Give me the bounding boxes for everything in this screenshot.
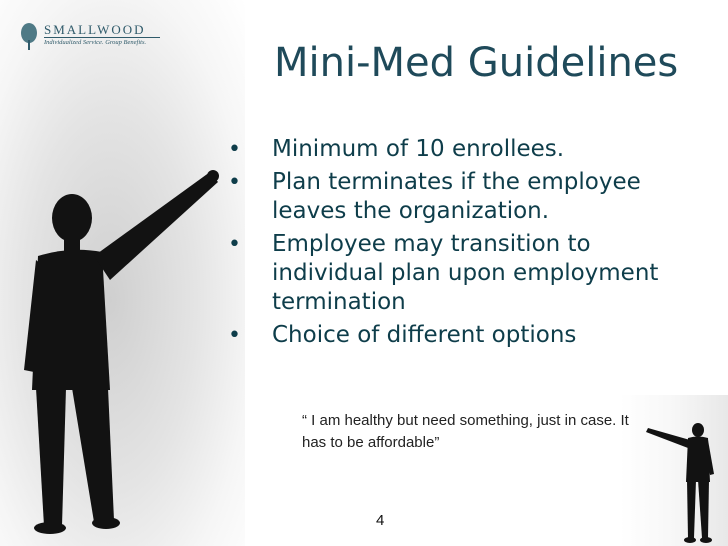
bullet-text: Plan terminates if the employee leaves the organization. <box>272 169 641 224</box>
guidelines-list <box>228 135 708 354</box>
logo-name: SMALLWOOD <box>44 22 146 37</box>
pointing-man-silhouette-left <box>10 160 230 546</box>
list-item <box>228 135 708 164</box>
page-number: 4 <box>376 512 385 529</box>
list-item <box>228 168 708 226</box>
bullet-icon: • <box>228 323 241 348</box>
list-item <box>228 230 708 317</box>
customer-quote: “ I am healthy but need something, just in case. It has to be affordable” <box>302 412 629 451</box>
bullet-icon: • <box>228 170 241 195</box>
logo-divider <box>44 37 160 38</box>
bullet-text: Choice of different options <box>272 322 577 348</box>
bullet-text: Minimum of 10 enrollees. <box>272 136 565 162</box>
slide-title: Mini-Med Guidelines <box>274 40 679 86</box>
pointing-man-silhouette-right <box>640 418 718 546</box>
logo-tagline: Individualized Service. Group Benefits. <box>44 39 147 46</box>
smallwood-logo <box>14 18 164 60</box>
bullet-text: Employee may transition to individual plan upon employment termination <box>272 231 659 315</box>
tree-icon <box>18 22 40 52</box>
list-item <box>228 321 708 350</box>
bullet-icon: • <box>228 137 241 162</box>
bullet-icon: • <box>228 232 241 257</box>
